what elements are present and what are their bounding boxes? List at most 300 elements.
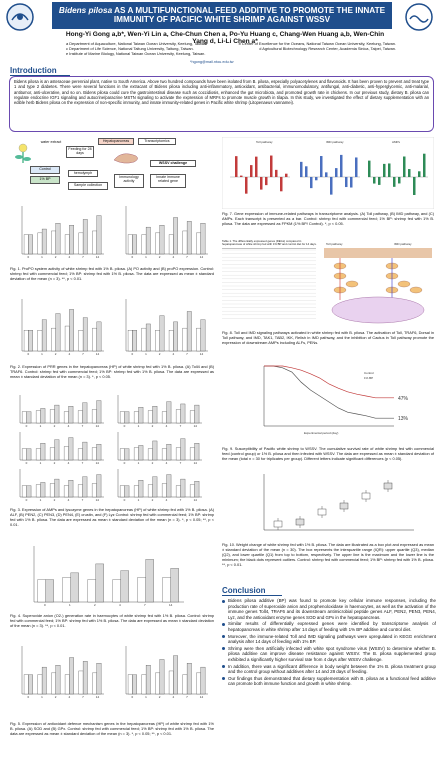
bar: [176, 486, 180, 497]
transcript-bar: [383, 164, 386, 177]
wssv-challenge-label: WSSV challenge: [150, 160, 196, 167]
box: [274, 521, 282, 527]
transcript-bar: [408, 169, 411, 177]
bar: [125, 449, 129, 460]
bar: [83, 219, 87, 254]
bar: [69, 309, 73, 351]
cell-membrane: [324, 248, 432, 258]
transcript-bar: [310, 177, 313, 188]
bar: [196, 233, 200, 254]
bar: [183, 231, 187, 254]
x-tick-label: 2: [158, 352, 161, 356]
bar: [134, 412, 138, 423]
bar: [146, 324, 150, 351]
bar: [120, 412, 124, 423]
nucleus: [332, 297, 424, 323]
shrimp-icon: [112, 150, 142, 166]
x-tick-label: 7: [82, 352, 84, 356]
water-extract-label: water extract: [40, 140, 62, 144]
bar: [97, 401, 101, 423]
fig7-panel-b-label: IMD pathway: [326, 140, 344, 144]
x-tick-label: 0: [131, 352, 134, 356]
bar: [201, 667, 205, 694]
bar: [148, 411, 152, 423]
bar: [190, 448, 194, 460]
bar: [132, 235, 136, 254]
bar: [50, 448, 54, 460]
bar: [27, 486, 31, 497]
fig2a-bars: [22, 299, 104, 356]
fig2b-bars: [126, 299, 208, 356]
author-list: Hong-Yi Gong a,b*, Wen-Yi Lin a, Che-Chun Chen a, Po-Yu Huang c, Chang-Wen Huang a,b, Wen-Chin Yang d, Li-Li Chen a*: [65, 31, 385, 45]
x-tick-label: 2: [53, 498, 56, 502]
conclusion-item: Our findings thus demonstrated that dietary supplementation with B. pilosa as a functional feed additive can promote both immune function and growth in white shrimp.: [222, 676, 436, 687]
bar: [181, 439, 185, 460]
bar: [69, 480, 73, 497]
bar: [132, 675, 136, 694]
x-tick-label: 7: [82, 695, 84, 699]
bar: [41, 482, 45, 497]
bar: [78, 411, 82, 423]
hemolymph-label: hemolymph: [68, 170, 98, 177]
bar: [153, 406, 157, 423]
bar: [128, 675, 132, 694]
x-tick-label: 4: [67, 498, 70, 502]
table1: [222, 240, 318, 326]
bar: [128, 235, 132, 254]
transcriptomics-label: Transcriptomics: [138, 138, 176, 145]
x-tick-label: 7: [179, 498, 182, 502]
fig5-chart: [10, 642, 214, 704]
x-tick-label: 2: [151, 498, 154, 502]
bar: [24, 675, 28, 694]
bar: [190, 485, 194, 497]
fig2-chart: [10, 295, 214, 361]
x-tick-label: 14: [95, 461, 99, 465]
bar: [38, 233, 42, 254]
fig7-panel-c-label: AMPs: [392, 140, 401, 144]
fig7-frame: [222, 137, 434, 209]
box: [384, 483, 392, 489]
fig5-caption: Fig. 5. Expression of antioxidant defence mechanism genes in the hepatopancreas (HP) of white shrimp fed with 1% B. pilosa. (A) SOD and (B) GPx. Control: shrimp fed with commercial feed; 1% BP: shrimp fed with 1% B. pilosa. The data are expressed as mean ± standard deviation of the mean (n = 3). *, p < 0.05; **, p < 0.01.: [10, 721, 214, 736]
bar: [27, 412, 31, 423]
bar: [121, 571, 129, 602]
bar: [146, 559, 154, 602]
x-tick-label: 14: [193, 498, 197, 502]
bar: [183, 328, 187, 351]
x-tick-label: 14: [95, 352, 100, 356]
bar: [134, 448, 138, 460]
bar: [56, 223, 60, 254]
bar: [64, 486, 68, 497]
transcript-bar: [260, 177, 263, 190]
bar: [146, 227, 150, 254]
x-tick-label: 7: [144, 603, 146, 607]
x-tick-label: 7: [186, 255, 188, 259]
fig5-bars: [22, 646, 208, 699]
bar: [120, 486, 124, 497]
bar: [65, 326, 69, 351]
fig1-chart: [10, 202, 214, 264]
x-tick-label: 0: [27, 352, 30, 356]
bar: [51, 673, 55, 694]
x-tick-label: 1: [137, 461, 140, 465]
title-line-1: AS A MULTIFUNCTIONAL FEED ADDITIVE TO PROMOTE THE INNATE: [112, 6, 386, 15]
bar: [120, 449, 124, 460]
fig8-pathway-diagram: [322, 240, 434, 326]
conclusion-item: Similar results of differentially expressed genes were identified by transcriptome analysis of hepatopancreas in white shrimp after 14 days of feeding with 1% BP additive and control diet.: [222, 621, 436, 632]
transcript-bar: [378, 177, 381, 185]
bar: [134, 486, 138, 497]
bar: [55, 479, 59, 497]
fig8-toll-label: Toll pathway: [326, 242, 343, 246]
x-tick-label: 1: [145, 255, 147, 259]
bar: [69, 225, 73, 254]
bar: [38, 580, 46, 602]
fig10-chart: [250, 470, 434, 540]
bar: [176, 448, 180, 460]
bar: [142, 675, 146, 694]
bar: [46, 580, 54, 602]
bar: [92, 410, 96, 423]
bar: [71, 573, 79, 602]
conclusion-heading: Conclusion: [222, 586, 282, 596]
bar: [190, 411, 194, 423]
bar: [155, 330, 159, 351]
transcript-bar: [393, 177, 396, 187]
transcript-bar: [355, 157, 358, 177]
bar: [69, 438, 73, 460]
bar: [50, 410, 54, 423]
bar: [171, 568, 179, 602]
bar: [195, 481, 199, 497]
feeding-label: Feeding for 28 days: [66, 146, 94, 158]
bar: [160, 225, 164, 254]
x-tick-label: 4: [165, 498, 168, 502]
bar: [142, 328, 146, 351]
transcript-bar: [305, 166, 308, 177]
conclusion-item: Bidens pilosa additive (BP) was found to promote key cellular immune responses, including the production rate of superoxide anion and prophenoloxidase in haemocytes, as well as the activation of the immune genes Toll4, TRAF6 and its downstream antimicrobial peptide genes ALF, PEN2, PEN3, PEN4, Lyz, and the antioxidant enzyme genes SOD and GPx in the hepatopancreas.: [222, 598, 436, 620]
bar: [113, 580, 121, 602]
bar: [78, 485, 82, 497]
bar: [63, 577, 71, 602]
bar: [163, 577, 171, 602]
bar: [96, 564, 104, 602]
bar: [97, 663, 101, 694]
poster-header: [0, 0, 441, 66]
x-tick-label: 4: [67, 424, 70, 428]
transcript-bar: [368, 161, 371, 177]
x-tick-label: 0: [25, 498, 28, 502]
x-tick-label: 4: [172, 352, 175, 356]
fig8-imd-label: IMD pathway: [394, 242, 412, 246]
transcript-bar: [240, 176, 243, 177]
x-tick-label: 2: [151, 461, 154, 465]
x-tick-label: 14: [193, 461, 197, 465]
legend-control: Control: [364, 371, 374, 375]
x-tick-label: 4: [172, 695, 175, 699]
bar: [155, 233, 159, 254]
fig10-caption: Fig. 10. Weight change of white shrimp fed with 1% B. pilosa. The data are illustrated as a box plot and expressed as mean ± standard deviation of the mean (n = 30). The box represents the interquartile range (IQR): upper quartile (Q3), median (Q2), and lower quartile (Q1) from top to bottom, respectively. The upper line is the maximum and the lower line is the minimum; the black dots represent outliers. Control: shrimp fed with commercial feed; 1% BP: shrimp fed with 1% B. pilosa. **, p < 0.01.: [222, 542, 435, 567]
sample-collection-box: Sample collection: [68, 182, 108, 190]
x-tick-label: 0: [25, 424, 28, 428]
hepatopancreas-label: Hepatopancreas: [98, 138, 134, 145]
experimental-design-diagram: [10, 136, 214, 200]
innate-immune-gene-box: Innate immune related gene: [150, 174, 186, 188]
bar: [162, 484, 166, 497]
transcript-bar: [275, 170, 278, 177]
conclusion-list: [222, 598, 436, 688]
x-tick-label: 4: [68, 695, 71, 699]
bar: [169, 671, 173, 694]
x-tick-label: 1: [145, 352, 147, 356]
box: [340, 503, 348, 509]
fig4-bars: [34, 546, 184, 607]
bar: [139, 445, 143, 460]
x-tick-label: 2: [94, 603, 96, 607]
transcript-bar: [335, 168, 338, 177]
bar: [181, 404, 185, 423]
ctrl-end-label: 13%: [398, 416, 409, 423]
control-group-box: Control: [30, 166, 60, 174]
fig1a-bars: [22, 206, 104, 259]
bar: [83, 403, 87, 423]
bar: [153, 441, 157, 460]
transcript-bar: [398, 177, 401, 183]
transcript-bar: [300, 162, 303, 177]
x-tick-label: 14: [193, 424, 197, 428]
bar: [65, 235, 69, 254]
bar: [97, 216, 101, 254]
x-tick-label: 14: [169, 603, 173, 607]
transcript-bar: [345, 177, 348, 187]
x-tick-label: 2: [158, 255, 161, 259]
contact-email[interactable]: *hgong@mail.ntou.edu.tw: [190, 60, 234, 64]
x-tick-label: 1: [41, 255, 43, 259]
bar: [153, 477, 157, 497]
title-species: Bidens pilosa: [58, 6, 113, 15]
bar: [56, 665, 60, 694]
transcript-bar: [340, 155, 343, 177]
bar: [36, 485, 40, 497]
bar: [142, 235, 146, 254]
x-tick-label: 14: [199, 255, 204, 259]
bar: [92, 328, 96, 351]
x-tick-label: 0: [123, 424, 126, 428]
x-tick-label: 7: [81, 461, 84, 465]
x-tick-label: 0: [44, 603, 46, 607]
bar: [78, 449, 82, 460]
bar: [92, 448, 96, 460]
transcript-bar: [330, 177, 333, 195]
intro-text: Bidens pilosa is an asteraceae perennial plant, native to South America. Above two hundred compounds have been isolated from B. pilosa, especially polyacetylenes and flavonoids. It has been proven to prevent and treat type 1 and type 2 diabetes. There were several functions in the extracant of Bidens pilosa including anti-inflammatory, antioxidant, antibacterial, immunomodulatory, antifungal, anti-diabetic, anti-hyperglycemic, anti-malarial, antitumor, anti-ulcerative, and so on. Bidens pilosa could cure the gastrointestinal disease such as coccidiosis, enhanced the gut microbiota, and promoted growth rate in chickens. In our previous study, dietary B. pilosa can regulate endocrine IGF1 signaling and autocrine/paracrine MSTN signaling to activate the expression of MRFs to promote muscle growth in tilapia. In this study, we investigated the effect of dietary supplementation with an edible herb Bidens pilosa on the expression of non-specific immunity, and innate immunity-related genes in Pacific white shrimp (Litopenaeus vannamei).: [9, 76, 434, 132]
bar: [128, 330, 132, 351]
x-tick-label: 4: [67, 461, 70, 465]
transcript-bar: [315, 177, 318, 180]
bar: [42, 667, 46, 694]
bar: [64, 447, 68, 460]
fig9-xlabel: Experimental period (day): [304, 431, 339, 435]
transcript-bar: [423, 154, 426, 177]
bar: [55, 440, 59, 460]
transcript-bar: [320, 156, 323, 177]
x-tick-label: 4: [119, 603, 121, 607]
x-tick-label: 0: [131, 255, 134, 259]
bar: [176, 410, 180, 423]
bar: [69, 658, 73, 694]
transcript-bar: [373, 177, 376, 184]
transcript-bar: [255, 157, 258, 177]
bar: [148, 485, 152, 497]
bar: [138, 577, 146, 602]
bar: [27, 449, 31, 460]
bar: [162, 412, 166, 423]
x-tick-label: 0: [131, 695, 134, 699]
bar: [201, 223, 205, 254]
bar: [83, 477, 87, 497]
bar: [51, 328, 55, 351]
bar: [64, 412, 68, 423]
fig9-plot: [264, 366, 409, 435]
bar: [125, 412, 129, 423]
fig1-caption: Fig. 1. ProPO system activity of white shrimp fed with 1% B. pilosa. (A) PO activity and (B) proPO expression. Control: shrimp fed with commercial feed; 1% BP: shrimp fed with 1% B. pilosa. The data are expressed as mean ± standard deviation of the mean (n = 3). **, p < 0.01.: [10, 266, 214, 281]
x-tick-label: 0: [123, 461, 126, 465]
x-tick-label: 1: [137, 424, 140, 428]
fig9-chart: [250, 362, 434, 442]
fig8-caption: Fig. 8. Toll and IMD signaling pathways activated in white shrimp fed with B. pilosa. The activation of Toll, TRAF6, Dorsal in Toll pathway, and IMD, TAK1, TAB2, IKK, Relish in IMD pathway, and the inhibition of Cactus in Toll pathway promote the expression of downstream AMPs including ALFs, PENs.: [222, 330, 434, 345]
affiliation-e: e Institute of Marine Biology, National Taiwan Ocean University, Keelung, Taiwan.: [66, 51, 206, 56]
bar: [92, 484, 96, 497]
bar: [195, 405, 199, 423]
bar: [167, 475, 171, 497]
fig2-caption: Fig. 2. Expression of PRR genes in the hepatopancreas (HP) of white shrimp fed with 1% B. pilosa. (A) Toll4 and (B) TRAF6. Control: shrimp fed with commercial feed; 1% BP: shrimp fed with 1% B. pilosa. The data are expressed as mean ± standard deviation of the mean (n = 3). *, p < 0.05.: [10, 364, 214, 379]
bar: [139, 407, 143, 423]
bar: [167, 444, 171, 460]
bar: [181, 479, 185, 497]
transcript-bar: [418, 171, 421, 177]
bar: [97, 322, 101, 351]
x-tick-label: 7: [179, 461, 182, 465]
conclusion-item: Moreover, the immune-related Toll and IMD signaling pathways were upregulated in KEGG enrichment analysis after 14 days of feeding with 1% BP.: [222, 634, 436, 645]
bar: [92, 231, 96, 254]
affiliation-a: a Department of Aquaculture, National Taiwan Ocean University, Keelung, Taiwan.: [66, 41, 208, 46]
bar: [187, 221, 191, 254]
x-tick-label: 1: [145, 695, 147, 699]
transcript-bar: [413, 177, 416, 195]
bar: [187, 663, 191, 694]
conclusion-item: In addition, there was a significant difference in body weight between the 1% B. pilosa treatment group and the control group without additives after 14 and 28 days of feeding.: [222, 664, 436, 675]
plant-icon: [12, 142, 34, 164]
immunology-activity-box: Immunology activity: [114, 174, 144, 188]
bar: [196, 673, 200, 694]
bar: [167, 402, 171, 423]
transcript-bar: [245, 177, 248, 194]
x-tick-label: 0: [27, 255, 30, 259]
bar: [42, 229, 46, 254]
x-tick-label: 7: [186, 695, 188, 699]
bar: [169, 235, 173, 254]
x-tick-label: 1: [69, 603, 71, 607]
x-tick-label: 14: [95, 498, 99, 502]
bar: [148, 449, 152, 460]
bar: [56, 314, 60, 351]
bar: [22, 486, 26, 497]
pathway-node: [346, 281, 358, 287]
affiliation-b: b Center of Excellence for the Oceans, National Taiwan Ocean University, Keelung, Taiwan.: [238, 41, 396, 46]
box: [296, 519, 304, 525]
fig10-boxes: [264, 474, 414, 530]
transcript-bar: [250, 165, 253, 177]
bar: [55, 405, 59, 423]
bar: [139, 480, 143, 497]
university-logo-icon: [4, 2, 36, 32]
transcript-bar: [265, 177, 268, 185]
bar: [146, 665, 150, 694]
fig7-caption: Fig. 7. Gene expression of immune-related pathways in transcriptome analysis. (A) Toll pathway, (B) IMD pathway, and (C) AMPs. Each transcript is presented as a bar. Control: shrimp fed with commercial feed; 1% BP: shrimp fed with 1% B. pilosa. The data are expressed as FPKM (1% BP/ Control). *, p < 0.05.: [222, 211, 434, 226]
x-tick-label: 1: [39, 424, 42, 428]
x-tick-label: 1: [137, 498, 140, 502]
x-tick-label: 2: [53, 424, 56, 428]
transcript-bar: [350, 177, 353, 188]
bar: [83, 318, 87, 351]
x-tick-label: 7: [186, 352, 188, 356]
bar: [42, 320, 46, 351]
bar: [92, 673, 96, 694]
bar: [160, 316, 164, 351]
x-tick-label: 4: [68, 255, 71, 259]
x-tick-label: 7: [81, 424, 84, 428]
intro-heading: Introduction: [10, 66, 70, 76]
transcript-bar: [285, 174, 288, 177]
series-line: [264, 366, 394, 398]
bar: [36, 411, 40, 423]
x-tick-label: 2: [53, 461, 56, 465]
transcript-bar: [235, 156, 238, 177]
box: [318, 509, 326, 515]
bar: [22, 449, 26, 460]
pathway-node: [410, 287, 422, 293]
bar: [79, 233, 83, 254]
bar: [79, 330, 83, 351]
bar: [125, 486, 129, 497]
x-tick-label: 4: [68, 352, 71, 356]
conclusion-item: Shrimp were then artificially infected with white spot syndrome virus (WSSV) to determine whether B. pilosa additive can improve disease resistance against WSSV. The B. pilosa supplemented group exhibited a significantly higher survival rate from 4 days after WSSV challenge.: [222, 646, 436, 663]
bar: [83, 442, 87, 460]
bar: [50, 484, 54, 497]
x-tick-label: 4: [165, 461, 168, 465]
transcript-bar: [270, 156, 273, 177]
bar: [173, 322, 177, 351]
x-tick-label: 2: [54, 352, 57, 356]
bar: [97, 475, 101, 497]
x-tick-label: 1: [39, 461, 42, 465]
fig1b-bars: [126, 206, 208, 259]
bar: [162, 449, 166, 460]
fig3-chart-grid: [14, 393, 210, 505]
bar: [51, 231, 55, 254]
series-line: [264, 366, 394, 418]
affiliations: [66, 41, 396, 56]
pathway-node: [398, 281, 410, 287]
x-tick-label: 4: [165, 424, 168, 428]
bar: [97, 444, 101, 460]
bar: [160, 659, 164, 694]
x-tick-label: 14: [95, 695, 100, 699]
center-logo-icon: [404, 2, 434, 32]
transcript-bar: [403, 157, 406, 177]
bar: [24, 330, 28, 351]
table1-rows: [222, 248, 318, 324]
